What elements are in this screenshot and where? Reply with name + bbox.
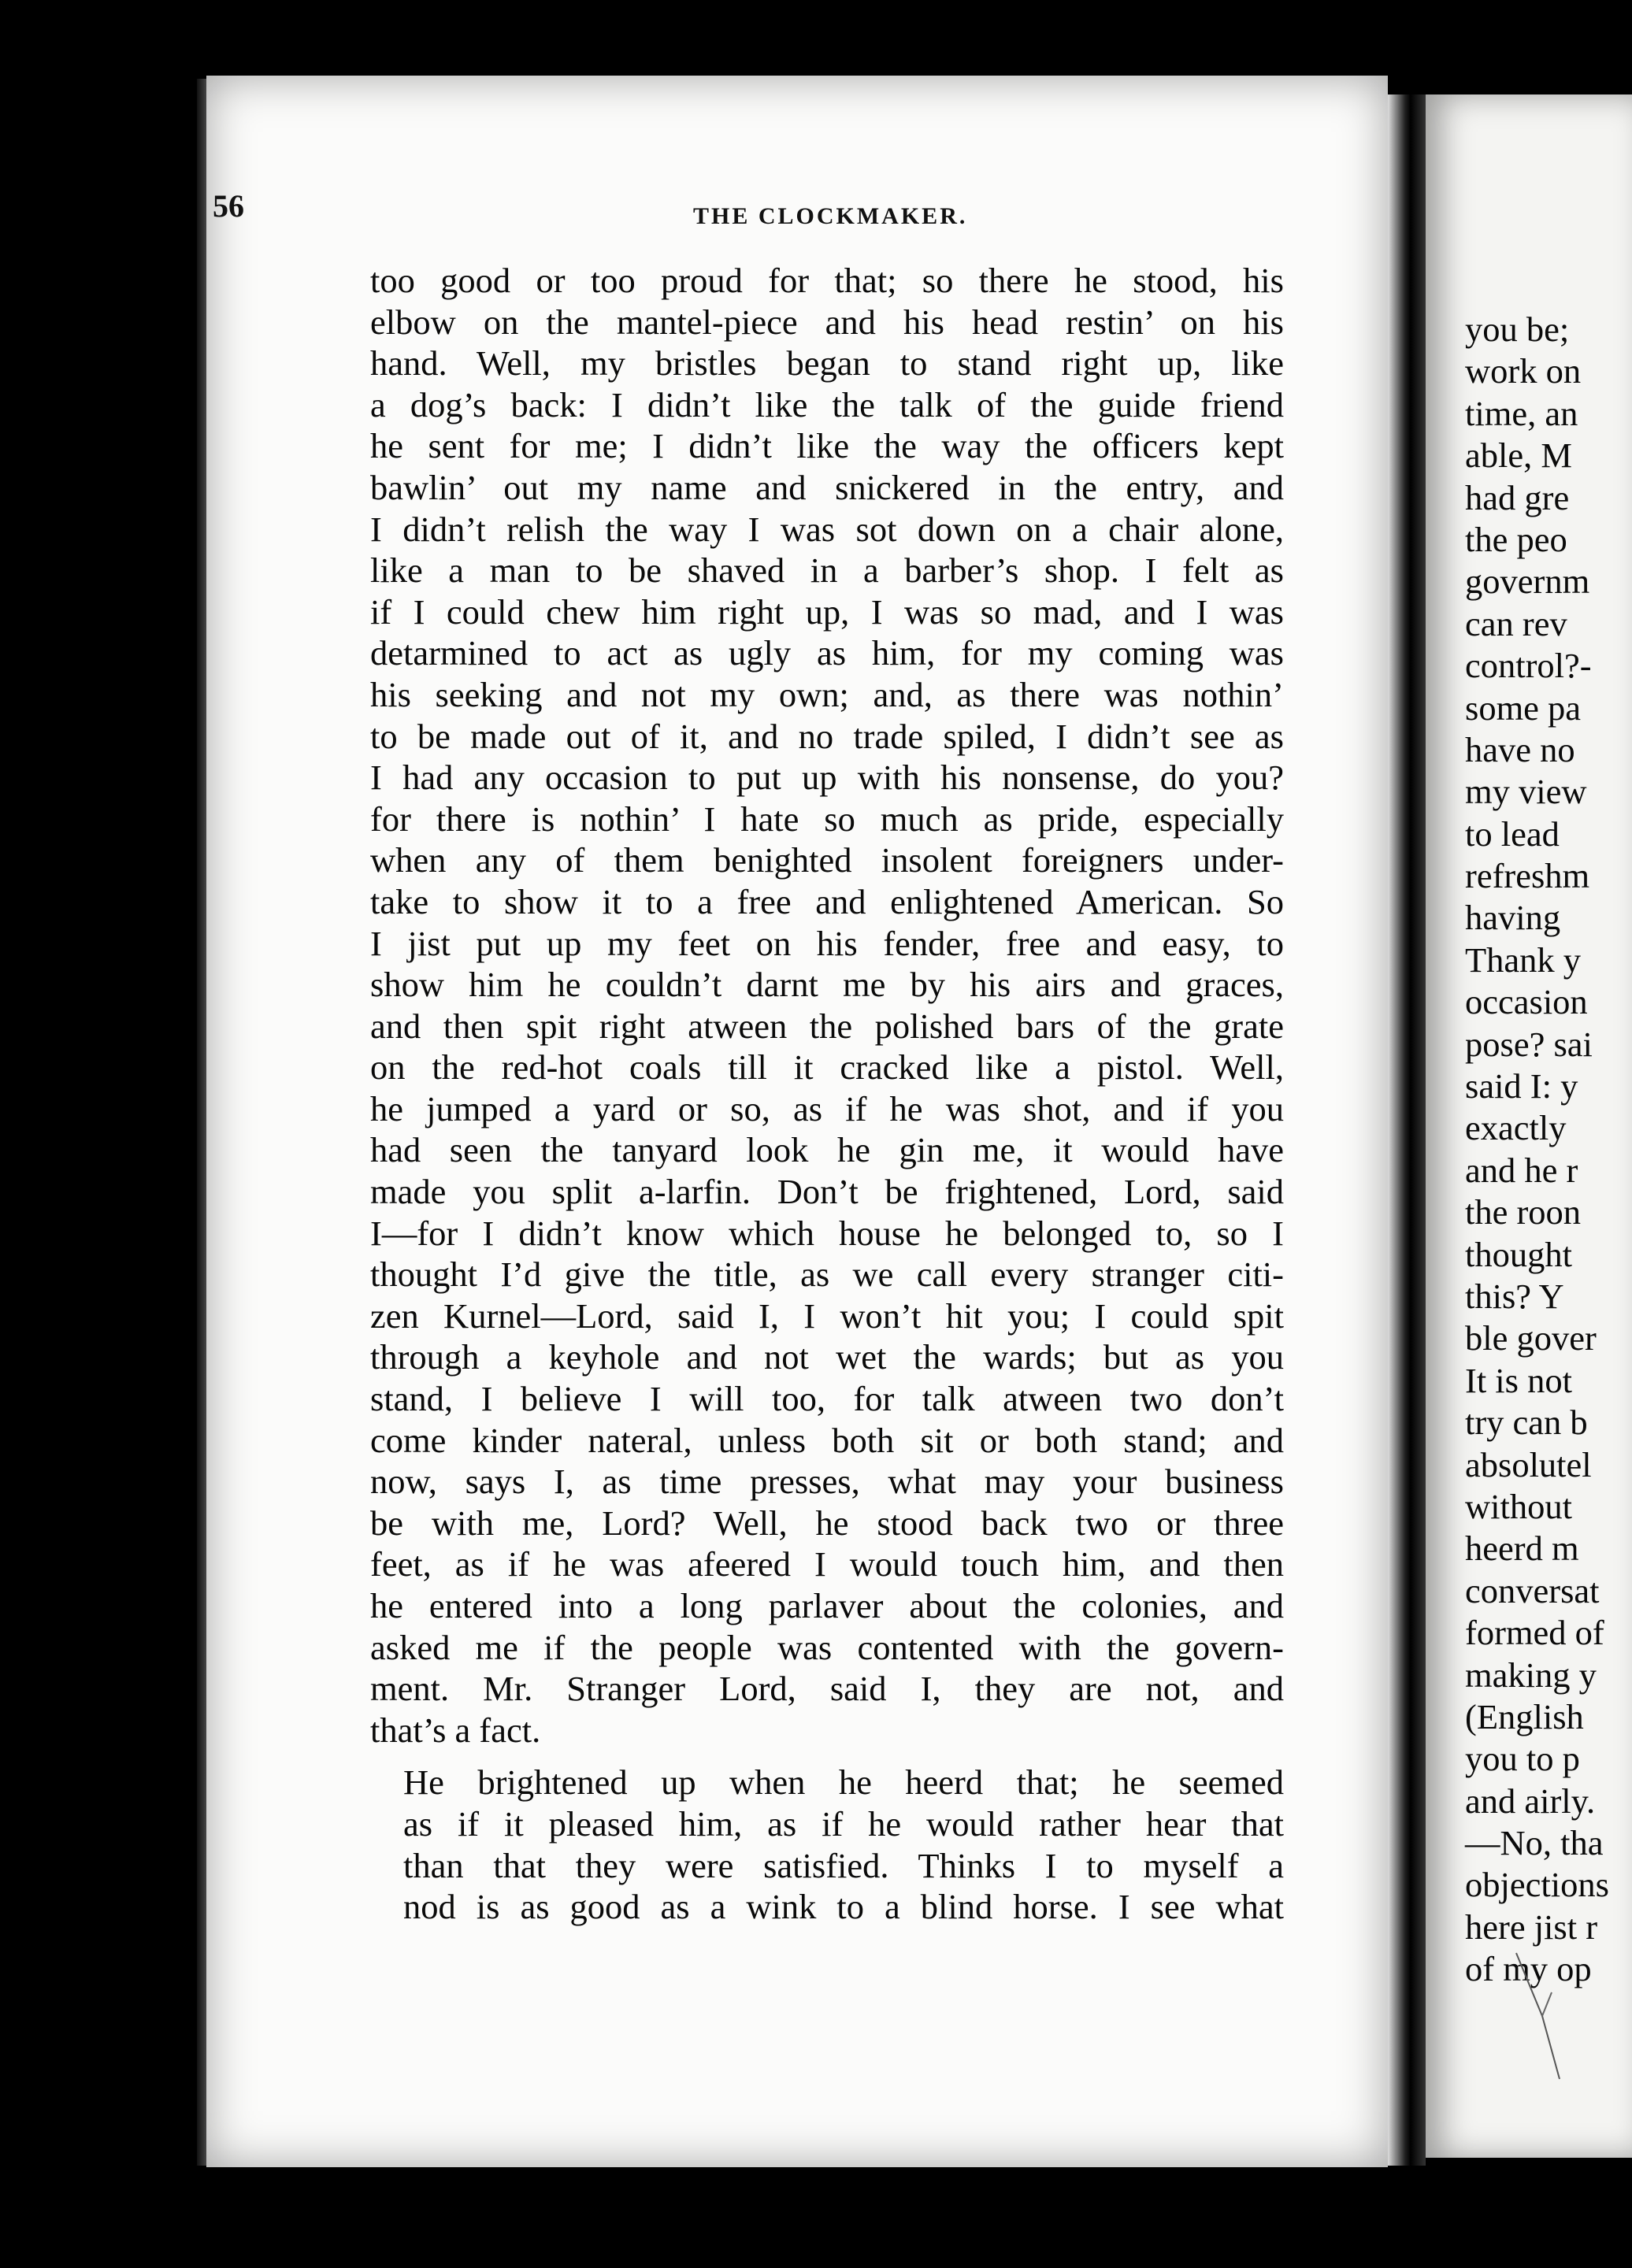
right-text-line: try can b xyxy=(1465,1403,1588,1443)
text-line: I—for I didn’t know which house he belonged to, so I xyxy=(370,1213,1284,1253)
right-text-line: ble gover xyxy=(1465,1318,1597,1358)
text-line: detarmined to act as ugly as him, for my coming was xyxy=(370,633,1284,673)
text-line: hand. Well, my bristles began to stand right up, like xyxy=(370,343,1284,384)
running-title: THE CLOCKMAKER. xyxy=(693,203,968,229)
page-number: 56 xyxy=(213,188,244,224)
text-line: too good or too proud for that; so there he stood, his xyxy=(370,261,1284,300)
pencil-mark xyxy=(1512,1945,1575,2087)
right-text-line: you to p xyxy=(1465,1739,1580,1779)
text-line: feet, as if he was afeered I would touch him, and then xyxy=(370,1544,1284,1584)
text-line: ment. Mr. Stranger Lord, said I, they are not, and xyxy=(370,1669,1284,1709)
right-text-line: and he r xyxy=(1465,1150,1578,1190)
left-page-text xyxy=(370,260,1284,1928)
right-text-line: the roon xyxy=(1465,1192,1582,1232)
text-line: on the red-hot coals till it cracked like a pistol. Well, xyxy=(370,1047,1284,1088)
right-text-line: and airly. xyxy=(1465,1781,1596,1821)
right-page-text xyxy=(1465,309,1632,1991)
right-text-line: heerd m xyxy=(1465,1529,1579,1569)
right-text-line: It is not xyxy=(1465,1360,1572,1400)
right-text-line: without xyxy=(1465,1486,1572,1526)
right-text-line: —No, tha xyxy=(1465,1823,1604,1863)
text-line: I jist put up my feet on his fender, free and easy, to xyxy=(370,923,1284,963)
right-text-line: refreshm xyxy=(1465,856,1590,896)
right-text-line: governm xyxy=(1465,561,1590,602)
text-line: elbow on the mantel-piece and his head restin’ on his xyxy=(370,302,1284,342)
right-text-line: the peo xyxy=(1465,519,1567,559)
right-text-line: you be; xyxy=(1465,309,1570,349)
text-line: He brightened up when he heerd that; he seemed xyxy=(403,1762,1284,1803)
right-text-line: of my op xyxy=(1465,1949,1592,1989)
text-line: nod is as good as a wink to a blind horse. I see what xyxy=(403,1887,1284,1927)
right-text-line: have no xyxy=(1465,729,1575,769)
paragraph-1 xyxy=(370,260,1284,1751)
right-text-line: work on xyxy=(1465,351,1582,391)
right-text-line: my view xyxy=(1465,772,1587,812)
text-line: show him he couldn’t darnt me by his airs and graces, xyxy=(370,965,1284,1005)
right-text-line: making y xyxy=(1465,1655,1597,1695)
text-line: like a man to be shaved in a barber’s shop. I felt as xyxy=(370,550,1284,591)
text-line: to be made out of it, and no trade spiled, I didn’t see as xyxy=(370,716,1284,756)
text-line: asked me if the people was contented with the govern- xyxy=(370,1627,1284,1667)
right-text-line: thought xyxy=(1465,1234,1572,1274)
text-line: that’s a fact. xyxy=(370,1710,541,1750)
text-line: than that they were satisfied. Thinks I to myself a xyxy=(403,1845,1284,1885)
right-text-line: having xyxy=(1465,898,1561,938)
right-text-line: this? Y xyxy=(1465,1276,1564,1316)
right-text-line: absolutel xyxy=(1465,1444,1592,1484)
text-line: a dog’s back: I didn’t like the talk of the guide friend xyxy=(370,384,1284,424)
text-line: if I could chew him right up, I was so mad, and I was xyxy=(370,591,1284,632)
book-gutter xyxy=(1388,94,1426,2166)
text-line: had seen the tanyard look he gin me, it would have xyxy=(370,1130,1284,1170)
right-text-line: occasion xyxy=(1465,982,1588,1022)
text-line: bawlin’ out my name and snickered in the entry, and xyxy=(370,467,1284,507)
text-line: he jumped a yard or so, as if he was shot, and if you xyxy=(370,1088,1284,1128)
right-text-line: able, M xyxy=(1465,435,1572,476)
right-text-line: time, an xyxy=(1465,393,1578,433)
right-text-line: some pa xyxy=(1465,687,1582,728)
text-line: zen Kurnel—Lord, said I, I won’t hit you; I could spit xyxy=(370,1295,1284,1336)
text-line: his seeking and not my own; and, as there was nothin’ xyxy=(370,674,1284,714)
right-text-line: to lead xyxy=(1465,813,1560,854)
text-line: thought I’d give the title, as we call every stranger citi- xyxy=(370,1254,1284,1295)
right-text-line: formed of xyxy=(1465,1613,1604,1653)
text-line: and then spit right atween the polished bars of the grate xyxy=(370,1006,1284,1046)
right-text-line: objections xyxy=(1465,1865,1609,1905)
text-line: for there is nothin’ I hate so much as pride, especially xyxy=(370,799,1284,839)
text-line: come kinder nateral, unless both sit or both stand; and xyxy=(370,1420,1284,1460)
right-text-line: can rev xyxy=(1465,603,1567,643)
text-line: as if it pleased him, as if he would rather hear that xyxy=(403,1803,1284,1844)
right-text-line: exactly xyxy=(1465,1108,1567,1148)
right-text-line: (English xyxy=(1465,1696,1584,1736)
right-text-line: Thank y xyxy=(1465,939,1582,980)
right-text-line: control?- xyxy=(1465,646,1592,686)
text-line: stand, I believe I will too, for talk atween two don’t xyxy=(370,1379,1284,1419)
text-line: made you split a-larfin. Don’t be frightened, Lord, said xyxy=(370,1172,1284,1212)
text-line: be with me, Lord? Well, he stood back two or three xyxy=(370,1503,1284,1543)
paragraph-2 xyxy=(370,1762,1284,1927)
right-text-line: conversat xyxy=(1465,1570,1600,1610)
text-line: when any of them benighted insolent foreigners under- xyxy=(370,840,1284,880)
right-text-line: had gre xyxy=(1465,477,1570,517)
text-line: he sent for me; I didn’t like the way the officers kept xyxy=(370,426,1284,466)
text-line: I didn’t relish the way I was sot down on a chair alone, xyxy=(370,509,1284,549)
text-line: now, says I, as time presses, what may your business xyxy=(370,1462,1284,1502)
text-line: take to show it to a free and enlightened American. So xyxy=(370,881,1284,921)
right-text-line: here jist r xyxy=(1465,1907,1598,1947)
right-text-line: said I: y xyxy=(1465,1066,1578,1106)
text-line: he entered into a long parlaver about the colonies, and xyxy=(370,1586,1284,1625)
right-text-line: pose? sai xyxy=(1465,1024,1593,1064)
text-line: through a keyhole and not wet the wards; but as you xyxy=(370,1337,1284,1377)
text-line: I had any occasion to put up with his nonsense, do you? xyxy=(370,758,1284,798)
